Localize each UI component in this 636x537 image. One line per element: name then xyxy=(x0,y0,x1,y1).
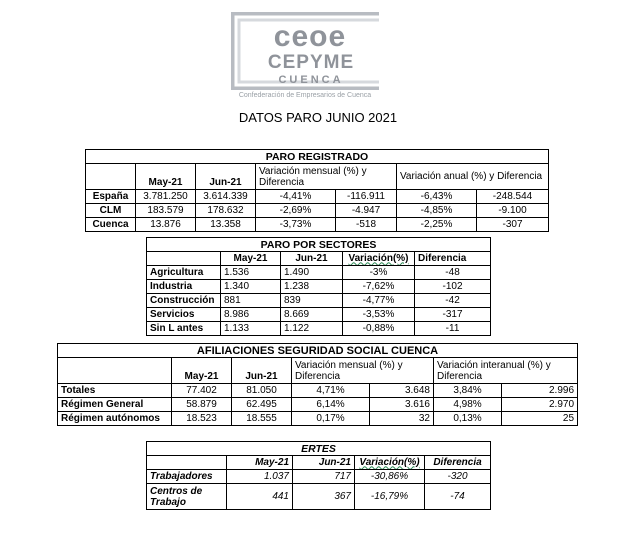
cell-var-anual-dif: -307 xyxy=(477,218,549,232)
cell-variacion: -3% xyxy=(343,266,415,280)
cell-may: 1.037 xyxy=(227,470,293,484)
header-may: May-21 xyxy=(172,358,232,384)
cell-jun: 13.358 xyxy=(196,218,256,232)
table-row xyxy=(147,484,491,510)
cell-may: 3.781.250 xyxy=(136,190,196,204)
header-jun: Jun-21 xyxy=(293,456,355,470)
cell-jun: 62.495 xyxy=(232,398,292,412)
cell-var-mensual-dif: 3.648 xyxy=(370,384,434,398)
row-label: Régimen General xyxy=(58,398,172,412)
cell-var-interanual-pct: 0,13% xyxy=(434,412,502,426)
cell-may: 77.402 xyxy=(172,384,232,398)
cell-jun: 717 xyxy=(293,470,355,484)
cell-var-mensual-dif: 32 xyxy=(370,412,434,426)
header-var-mensual: Variación mensual (%) y Diferencia xyxy=(292,358,434,384)
row-label: Sin L antes xyxy=(147,322,221,336)
header-jun: Jun-21 xyxy=(232,358,292,384)
ertes-table xyxy=(146,441,491,510)
logo-tagline: Confederación de Empresarios de Cuenca xyxy=(238,92,372,99)
table-row xyxy=(147,266,491,280)
cell-var-anual-dif: -248.544 xyxy=(477,190,549,204)
cell-jun: 178.632 xyxy=(196,204,256,218)
cell-var-anual-dif: -9.100 xyxy=(477,204,549,218)
cell-var-interanual-dif: 2.970 xyxy=(502,398,578,412)
paro-sectores-title: PARO POR SECTORES xyxy=(147,238,491,252)
header-variacion-text: Variación(%) xyxy=(359,456,420,468)
document-title: DATOS PARO JUNIO 2021 xyxy=(238,110,398,125)
cell-jun: 1.122 xyxy=(281,322,343,336)
cell-diferencia: -317 xyxy=(415,308,491,322)
cell-jun: 367 xyxy=(293,484,355,510)
header-variacion xyxy=(343,252,415,266)
table-row xyxy=(147,470,491,484)
header-empty-cell xyxy=(58,358,172,384)
afiliaciones-title: AFILIACIONES SEGURIDAD SOCIAL CUENCA xyxy=(58,344,578,358)
header-may: May-21 xyxy=(221,252,281,266)
paro-sectores-table xyxy=(146,237,491,336)
cell-var-anual-pct: -2,25% xyxy=(397,218,477,232)
paro-registrado-title: PARO REGISTRADO xyxy=(86,150,549,164)
header-jun: Jun-21 xyxy=(281,252,343,266)
row-label: Agricultura xyxy=(147,266,221,280)
cell-diferencia: -11 xyxy=(415,322,491,336)
table-row xyxy=(58,412,578,426)
ceoe-cepyme-logo xyxy=(231,12,379,104)
cell-var-mensual-dif: -518 xyxy=(336,218,397,232)
row-label: Centros de Trabajo xyxy=(147,484,227,510)
logo-cuenca-text: CUENCA xyxy=(278,74,344,86)
logo-ceoe-text: ceoe xyxy=(273,20,347,53)
cell-diferencia: -74 xyxy=(425,484,491,510)
row-label: Totales xyxy=(58,384,172,398)
cell-var-mensual-pct: 6,14% xyxy=(292,398,370,412)
cell-variacion: -30,86% xyxy=(355,470,425,484)
header-variacion xyxy=(355,456,425,470)
cell-jun: 81.050 xyxy=(232,384,292,398)
row-label: Construcción xyxy=(147,294,221,308)
cell-var-anual-pct: -6,43% xyxy=(397,190,477,204)
ertes-title: ERTES xyxy=(147,442,491,456)
cell-diferencia: -48 xyxy=(415,266,491,280)
cell-may: 8.986 xyxy=(221,308,281,322)
cell-jun: 8.669 xyxy=(281,308,343,322)
cell-var-mensual-dif: -4.947 xyxy=(336,204,397,218)
header-empty-cell xyxy=(147,252,221,266)
cell-may: 441 xyxy=(227,484,293,510)
table-row xyxy=(86,218,549,232)
paro-registrado-table xyxy=(85,149,549,232)
cell-may: 18.523 xyxy=(172,412,232,426)
cell-var-interanual-pct: 4,98% xyxy=(434,398,502,412)
cell-jun: 18.555 xyxy=(232,412,292,426)
row-label: Régimen autónomos xyxy=(58,412,172,426)
row-label: España xyxy=(86,190,136,204)
cell-var-interanual-dif: 2.996 xyxy=(502,384,578,398)
row-label: Trabajadores xyxy=(147,470,227,484)
cell-diferencia: -42 xyxy=(415,294,491,308)
afiliaciones-table xyxy=(57,343,578,426)
cell-variacion: -3,53% xyxy=(343,308,415,322)
cell-jun: 1.490 xyxy=(281,266,343,280)
cell-var-mensual-dif: 3.616 xyxy=(370,398,434,412)
cell-variacion: -4,77% xyxy=(343,294,415,308)
row-label: Servicios xyxy=(147,308,221,322)
table-row xyxy=(86,190,549,204)
cell-may: 1.133 xyxy=(221,322,281,336)
cell-variacion: -7,62% xyxy=(343,280,415,294)
cell-jun: 3.614.339 xyxy=(196,190,256,204)
cell-var-mensual-pct: -4,41% xyxy=(256,190,336,204)
header-may: May-21 xyxy=(136,164,196,190)
header-empty-cell xyxy=(86,164,136,190)
cell-jun: 839 xyxy=(281,294,343,308)
cell-var-mensual-dif: -116.911 xyxy=(336,190,397,204)
cell-variacion: -16,79% xyxy=(355,484,425,510)
cell-may: 1.340 xyxy=(221,280,281,294)
table-row xyxy=(86,204,549,218)
header-may: May-21 xyxy=(227,456,293,470)
logo-cepyme-text: CEPYME xyxy=(267,52,355,73)
cell-diferencia: -320 xyxy=(425,470,491,484)
header-diferencia: Diferencia xyxy=(425,456,491,470)
table-row xyxy=(58,384,578,398)
row-label: Industria xyxy=(147,280,221,294)
header-var-interanual: Variación interanual (%) y Diferencia xyxy=(434,358,578,384)
cell-variacion: -0,88% xyxy=(343,322,415,336)
cell-may: 881 xyxy=(221,294,281,308)
table-row xyxy=(147,294,491,308)
header-var-anual: Variación anual (%) y Diferencia xyxy=(397,164,549,190)
header-jun: Jun-21 xyxy=(196,164,256,190)
cell-var-mensual-pct: -2,69% xyxy=(256,204,336,218)
cell-var-mensual-pct: 0,17% xyxy=(292,412,370,426)
table-row xyxy=(147,280,491,294)
cell-may: 13.876 xyxy=(136,218,196,232)
cell-var-mensual-pct: 4,71% xyxy=(292,384,370,398)
cell-var-interanual-dif: 25 xyxy=(502,412,578,426)
header-diferencia: Diferencia xyxy=(415,252,491,266)
cell-diferencia: -102 xyxy=(415,280,491,294)
row-label: Cuenca xyxy=(86,218,136,232)
header-empty-cell xyxy=(147,456,227,470)
table-row xyxy=(58,398,578,412)
cell-may: 183.579 xyxy=(136,204,196,218)
table-row xyxy=(147,308,491,322)
row-label: CLM xyxy=(86,204,136,218)
cell-var-interanual-pct: 3,84% xyxy=(434,384,502,398)
cell-may: 1.536 xyxy=(221,266,281,280)
cell-var-mensual-pct: -3,73% xyxy=(256,218,336,232)
cell-may: 58.879 xyxy=(172,398,232,412)
table-row xyxy=(147,322,491,336)
cell-jun: 1.238 xyxy=(281,280,343,294)
cell-var-anual-pct: -4,85% xyxy=(397,204,477,218)
header-var-mensual: Variación mensual (%) y Diferencia xyxy=(256,164,397,190)
header-variacion-text: Variación(%) xyxy=(348,252,409,264)
